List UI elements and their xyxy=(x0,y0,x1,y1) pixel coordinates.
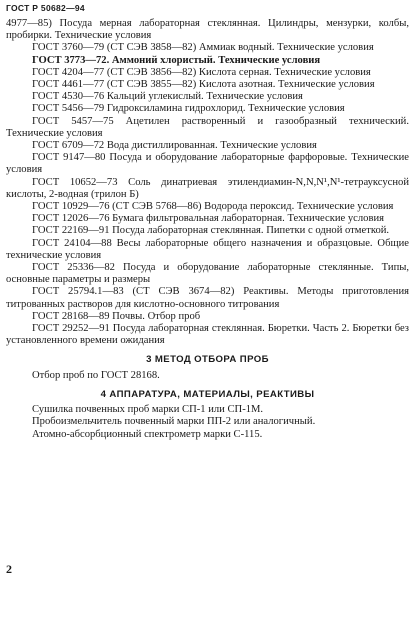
document-header: ГОСТ Р 50682—94 xyxy=(6,3,85,13)
reference-line-10: ГОСТ 9147—80 Посуда и оборудование лабораторные фарфоровые. Технические условия xyxy=(6,152,409,176)
reference-line-18: ГОСТ 28168—89 Почвы. Отбор проб xyxy=(32,310,201,322)
reference-line-6: ГОСТ 4530—76 Кальций углекислый. Технические условия xyxy=(32,91,303,103)
reference-line-8: ГОСТ 5457—75 Ацетилен растворенный и газообразный технический. Технические условия xyxy=(6,115,409,139)
reference-line-4: ГОСТ 4204—77 (СТ СЭВ 3856—82) Кислота серная. Технические условия xyxy=(32,66,371,78)
reference-line-3: ГОСТ 3773—72. Аммоний хлористый. Технические условия xyxy=(32,54,321,66)
reference-line-12: ГОСТ 10929—76 (СТ СЭВ 5768—86) Водорода пероксид. Технические условия xyxy=(32,201,394,213)
document-body xyxy=(6,18,409,441)
reference-line-19: ГОСТ 29252—91 Посуда лабораторная стеклянная. Бюретки. Часть 2. Бюретки без установленного времени ожидания xyxy=(6,323,409,347)
section-4-item: Сушилка почвенных проб марки СП-1 или СП-1М. xyxy=(32,404,264,416)
reference-line-15: ГОСТ 24104—88 Весы лабораторные общего назначения и образцовые. Общие технические условия xyxy=(6,237,409,261)
reference-line-1: 4977—85) Посуда мерная лабораторная стеклянная. Цилиндры, мензурки, колбы, пробирки. Технические условия xyxy=(6,18,409,42)
section-4-title: 4 АППАРАТУРА, МАТЕРИАЛЫ, РЕАКТИВЫ xyxy=(100,388,315,400)
reference-line-7: ГОСТ 5456—79 Гидроксиламина гидрохлорид. Технические условия xyxy=(32,103,345,115)
section-3-title: 3 МЕТОД ОТБОРА ПРОБ xyxy=(146,354,269,366)
page-number: 2 xyxy=(6,562,12,576)
reference-line-5: ГОСТ 4461—77 (СТ СЭВ 3855—82) Кислота азотная. Технические условия xyxy=(32,79,375,91)
section-4-item: Атомно-абсорбционный спектрометр марки С-115. xyxy=(32,428,263,440)
section-3-text: Отбор проб по ГОСТ 28168. xyxy=(32,369,160,381)
reference-line-2: ГОСТ 3760—79 (СТ СЭВ 3858—82) Аммиак водный. Технические условия xyxy=(32,42,374,54)
reference-line-17: ГОСТ 25794.1—83 (СТ СЭВ 3674—82) Реактивы. Методы приготовления титрованных растворов для кислотно-основного титрования xyxy=(6,286,409,310)
reference-line-11: ГОСТ 10652—73 Соль динатриевая этилендиамин-N,N,N¹,N¹-тетрауксусной кислоты, 2-водная (трилон Б) xyxy=(6,176,409,200)
reference-line-14: ГОСТ 22169—91 Посуда лабораторная стеклянная. Пипетки с одной отметкой. xyxy=(32,225,390,237)
reference-line-16: ГОСТ 25336—82 Посуда и оборудование лабораторные стеклянные. Типы, основные параметры и размеры xyxy=(6,262,409,286)
reference-line-9: ГОСТ 6709—72 Вода дистиллированная. Технические условия xyxy=(32,140,317,152)
reference-line-13: ГОСТ 12026—76 Бумага фильтровальная лабораторная. Технические условия xyxy=(32,213,384,225)
section-4-item: Пробоизмельчитель почвенный марки ПП-2 или аналогичный. xyxy=(32,416,316,428)
